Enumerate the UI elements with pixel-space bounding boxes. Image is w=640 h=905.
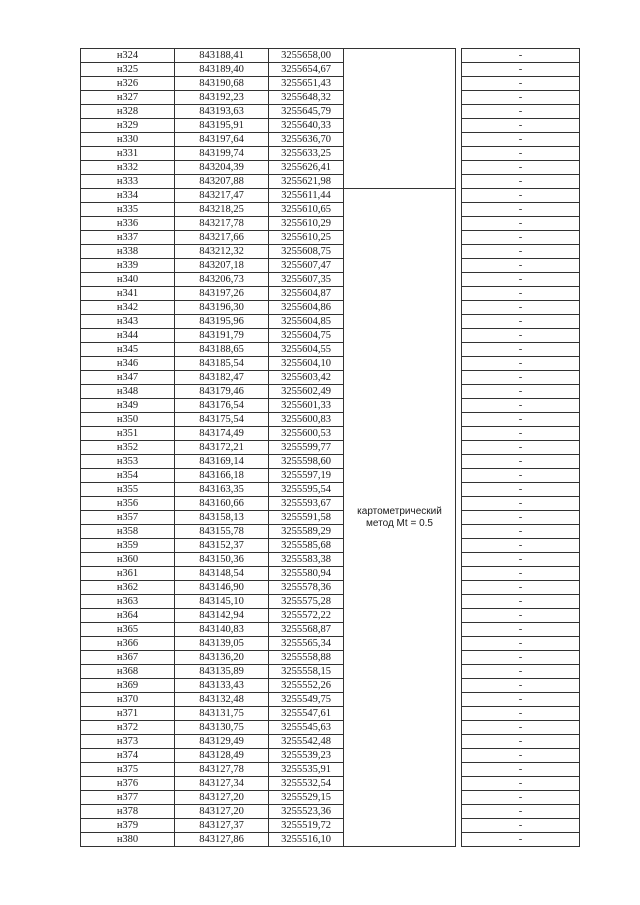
note-cell: -: [462, 679, 580, 693]
y-coordinate-cell: 3255580,94: [269, 567, 344, 581]
point-id-cell: н362: [81, 581, 175, 595]
table-row: [81, 259, 580, 273]
point-id-cell: н375: [81, 763, 175, 777]
table-row: [81, 791, 580, 805]
table-row: [81, 301, 580, 315]
note-cell: -: [462, 105, 580, 119]
y-coordinate-cell: 3255545,63: [269, 721, 344, 735]
method-cell-first: [344, 49, 456, 189]
note-cell: -: [462, 91, 580, 105]
point-id-cell: н373: [81, 735, 175, 749]
point-id-cell: н326: [81, 77, 175, 91]
y-coordinate-cell: 3255558,88: [269, 651, 344, 665]
note-cell: -: [462, 217, 580, 231]
table-row: [81, 833, 580, 847]
y-coordinate-cell: 3255595,54: [269, 483, 344, 497]
point-id-cell: н337: [81, 231, 175, 245]
x-coordinate-cell: 843127,20: [175, 805, 269, 819]
y-coordinate-cell: 3255542,48: [269, 735, 344, 749]
note-cell: -: [462, 455, 580, 469]
note-cell: -: [462, 791, 580, 805]
point-id-cell: н345: [81, 343, 175, 357]
point-id-cell: н350: [81, 413, 175, 427]
table-row: [81, 371, 580, 385]
note-cell: -: [462, 777, 580, 791]
x-coordinate-cell: 843127,78: [175, 763, 269, 777]
point-id-cell: н343: [81, 315, 175, 329]
y-coordinate-cell: 3255598,60: [269, 455, 344, 469]
x-coordinate-cell: 843193,63: [175, 105, 269, 119]
y-coordinate-cell: 3255607,47: [269, 259, 344, 273]
point-id-cell: н335: [81, 203, 175, 217]
x-coordinate-cell: 843172,21: [175, 441, 269, 455]
note-cell: -: [462, 749, 580, 763]
x-coordinate-cell: 843189,40: [175, 63, 269, 77]
point-id-cell: н359: [81, 539, 175, 553]
x-coordinate-cell: 843148,54: [175, 567, 269, 581]
x-coordinate-cell: 843195,96: [175, 315, 269, 329]
table-row: [81, 175, 580, 189]
y-coordinate-cell: 3255575,28: [269, 595, 344, 609]
note-cell: -: [462, 511, 580, 525]
table-row: [81, 665, 580, 679]
note-cell: -: [462, 259, 580, 273]
y-coordinate-cell: 3255535,91: [269, 763, 344, 777]
point-id-cell: н368: [81, 665, 175, 679]
method-label-line1: картометрический: [357, 505, 442, 517]
note-cell: -: [462, 245, 580, 259]
y-coordinate-cell: 3255572,22: [269, 609, 344, 623]
table-row: [81, 637, 580, 651]
y-coordinate-cell: 3255610,65: [269, 203, 344, 217]
point-id-cell: н351: [81, 427, 175, 441]
y-coordinate-cell: 3255604,87: [269, 287, 344, 301]
note-cell: -: [462, 133, 580, 147]
note-cell: -: [462, 497, 580, 511]
coordinates-table-body: [81, 49, 580, 847]
x-coordinate-cell: 843135,89: [175, 665, 269, 679]
x-coordinate-cell: 843155,78: [175, 525, 269, 539]
x-coordinate-cell: 843207,88: [175, 175, 269, 189]
note-cell: -: [462, 413, 580, 427]
x-coordinate-cell: 843152,37: [175, 539, 269, 553]
y-coordinate-cell: 3255648,32: [269, 91, 344, 105]
note-cell: -: [462, 77, 580, 91]
point-id-cell: н342: [81, 301, 175, 315]
point-id-cell: н364: [81, 609, 175, 623]
table-row: [81, 805, 580, 819]
y-coordinate-cell: 3255610,25: [269, 231, 344, 245]
table-row: [81, 511, 580, 525]
point-id-cell: н324: [81, 49, 175, 63]
y-coordinate-cell: 3255591,58: [269, 511, 344, 525]
table-row: [81, 553, 580, 567]
x-coordinate-cell: 843130,75: [175, 721, 269, 735]
table-row: [81, 525, 580, 539]
x-coordinate-cell: 843217,47: [175, 189, 269, 203]
table-row: [81, 385, 580, 399]
table-row: [81, 105, 580, 119]
table-row: [81, 539, 580, 553]
x-coordinate-cell: 843174,49: [175, 427, 269, 441]
y-coordinate-cell: 3255604,86: [269, 301, 344, 315]
x-coordinate-cell: 843179,46: [175, 385, 269, 399]
y-coordinate-cell: 3255519,72: [269, 819, 344, 833]
table-row: [81, 161, 580, 175]
x-coordinate-cell: 843217,66: [175, 231, 269, 245]
y-coordinate-cell: 3255604,75: [269, 329, 344, 343]
note-cell: -: [462, 231, 580, 245]
point-id-cell: н379: [81, 819, 175, 833]
x-coordinate-cell: 843129,49: [175, 735, 269, 749]
point-id-cell: н360: [81, 553, 175, 567]
point-id-cell: н369: [81, 679, 175, 693]
point-id-cell: н352: [81, 441, 175, 455]
table-row: [81, 343, 580, 357]
point-id-cell: н338: [81, 245, 175, 259]
y-coordinate-cell: 3255633,25: [269, 147, 344, 161]
note-cell: -: [462, 707, 580, 721]
point-id-cell: н376: [81, 777, 175, 791]
point-id-cell: н328: [81, 105, 175, 119]
y-coordinate-cell: 3255603,42: [269, 371, 344, 385]
point-id-cell: н353: [81, 455, 175, 469]
note-cell: -: [462, 357, 580, 371]
table-row: [81, 329, 580, 343]
table-row: [81, 721, 580, 735]
table-row: [81, 413, 580, 427]
table-row: [81, 133, 580, 147]
x-coordinate-cell: 843127,34: [175, 777, 269, 791]
note-cell: -: [462, 637, 580, 651]
table-row: [81, 581, 580, 595]
note-cell: -: [462, 483, 580, 497]
note-cell: -: [462, 623, 580, 637]
x-coordinate-cell: 843207,18: [175, 259, 269, 273]
x-coordinate-cell: 843212,32: [175, 245, 269, 259]
table-row: [81, 623, 580, 637]
table-row: [81, 595, 580, 609]
y-coordinate-cell: 3255539,23: [269, 749, 344, 763]
point-id-cell: н336: [81, 217, 175, 231]
note-cell: -: [462, 371, 580, 385]
point-id-cell: н344: [81, 329, 175, 343]
x-coordinate-cell: 843127,37: [175, 819, 269, 833]
y-coordinate-cell: 3255640,33: [269, 119, 344, 133]
note-cell: -: [462, 833, 580, 847]
table-row: [81, 91, 580, 105]
note-cell: -: [462, 763, 580, 777]
y-coordinate-cell: 3255610,29: [269, 217, 344, 231]
x-coordinate-cell: 843136,20: [175, 651, 269, 665]
table-row: [81, 735, 580, 749]
note-cell: -: [462, 665, 580, 679]
table-row: [81, 427, 580, 441]
x-coordinate-cell: 843128,49: [175, 749, 269, 763]
x-coordinate-cell: 843145,10: [175, 595, 269, 609]
y-coordinate-cell: 3255645,79: [269, 105, 344, 119]
table-row: [81, 119, 580, 133]
method-label-line2: метод Mt = 0.5: [366, 517, 433, 529]
point-id-cell: н363: [81, 595, 175, 609]
note-cell: -: [462, 161, 580, 175]
note-cell: -: [462, 301, 580, 315]
y-coordinate-cell: 3255654,67: [269, 63, 344, 77]
table-row: [81, 455, 580, 469]
x-coordinate-cell: 843191,79: [175, 329, 269, 343]
table-row: [81, 469, 580, 483]
x-coordinate-cell: 843127,86: [175, 833, 269, 847]
table-row: [81, 763, 580, 777]
x-coordinate-cell: 843185,54: [175, 357, 269, 371]
note-cell: -: [462, 273, 580, 287]
table-row: [81, 707, 580, 721]
note-cell: -: [462, 553, 580, 567]
note-cell: -: [462, 735, 580, 749]
x-coordinate-cell: 843197,26: [175, 287, 269, 301]
point-id-cell: н355: [81, 483, 175, 497]
note-cell: -: [462, 189, 580, 203]
table-row: [81, 609, 580, 623]
y-coordinate-cell: 3255602,49: [269, 385, 344, 399]
x-coordinate-cell: 843192,23: [175, 91, 269, 105]
y-coordinate-cell: 3255583,38: [269, 553, 344, 567]
x-coordinate-cell: 843182,47: [175, 371, 269, 385]
x-coordinate-cell: 843158,13: [175, 511, 269, 525]
point-id-cell: н354: [81, 469, 175, 483]
point-id-cell: н329: [81, 119, 175, 133]
x-coordinate-cell: 843199,74: [175, 147, 269, 161]
y-coordinate-cell: 3255611,44: [269, 189, 344, 203]
point-id-cell: н361: [81, 567, 175, 581]
point-id-cell: н367: [81, 651, 175, 665]
point-id-cell: н372: [81, 721, 175, 735]
table-row: [81, 245, 580, 259]
y-coordinate-cell: 3255600,83: [269, 413, 344, 427]
note-cell: -: [462, 567, 580, 581]
note-cell: -: [462, 525, 580, 539]
y-coordinate-cell: 3255597,19: [269, 469, 344, 483]
x-coordinate-cell: 843133,43: [175, 679, 269, 693]
point-id-cell: н333: [81, 175, 175, 189]
coordinates-table: [80, 48, 580, 847]
point-id-cell: н331: [81, 147, 175, 161]
note-cell: -: [462, 63, 580, 77]
table-row: [81, 231, 580, 245]
table-row: [81, 497, 580, 511]
x-coordinate-cell: 843204,39: [175, 161, 269, 175]
y-coordinate-cell: 3255608,75: [269, 245, 344, 259]
x-coordinate-cell: 843139,05: [175, 637, 269, 651]
y-coordinate-cell: 3255585,68: [269, 539, 344, 553]
table-row: [81, 63, 580, 77]
y-coordinate-cell: 3255549,75: [269, 693, 344, 707]
table-row: [81, 273, 580, 287]
note-cell: -: [462, 203, 580, 217]
note-cell: -: [462, 539, 580, 553]
x-coordinate-cell: 843188,41: [175, 49, 269, 63]
x-coordinate-cell: 843217,78: [175, 217, 269, 231]
table-row: [81, 679, 580, 693]
table-row: [81, 315, 580, 329]
point-id-cell: н378: [81, 805, 175, 819]
point-id-cell: н339: [81, 259, 175, 273]
note-cell: -: [462, 175, 580, 189]
point-id-cell: н357: [81, 511, 175, 525]
y-coordinate-cell: 3255529,15: [269, 791, 344, 805]
y-coordinate-cell: 3255658,00: [269, 49, 344, 63]
y-coordinate-cell: 3255621,98: [269, 175, 344, 189]
y-coordinate-cell: 3255523,36: [269, 805, 344, 819]
table-row: [81, 777, 580, 791]
point-id-cell: н332: [81, 161, 175, 175]
y-coordinate-cell: 3255552,26: [269, 679, 344, 693]
y-coordinate-cell: 3255558,15: [269, 665, 344, 679]
note-cell: -: [462, 581, 580, 595]
point-id-cell: н349: [81, 399, 175, 413]
x-coordinate-cell: 843206,73: [175, 273, 269, 287]
table-row: [81, 651, 580, 665]
table-row: [81, 567, 580, 581]
point-id-cell: н371: [81, 707, 175, 721]
point-id-cell: н325: [81, 63, 175, 77]
table-row: [81, 147, 580, 161]
x-coordinate-cell: 843190,68: [175, 77, 269, 91]
y-coordinate-cell: 3255599,77: [269, 441, 344, 455]
x-coordinate-cell: 843197,64: [175, 133, 269, 147]
note-cell: -: [462, 119, 580, 133]
y-coordinate-cell: 3255607,35: [269, 273, 344, 287]
note-cell: -: [462, 469, 580, 483]
y-coordinate-cell: 3255600,53: [269, 427, 344, 441]
y-coordinate-cell: 3255578,36: [269, 581, 344, 595]
y-coordinate-cell: 3255516,10: [269, 833, 344, 847]
x-coordinate-cell: 843146,90: [175, 581, 269, 595]
table-row: [81, 189, 580, 203]
note-cell: -: [462, 651, 580, 665]
point-id-cell: н366: [81, 637, 175, 651]
point-id-cell: н380: [81, 833, 175, 847]
x-coordinate-cell: 843195,91: [175, 119, 269, 133]
point-id-cell: н377: [81, 791, 175, 805]
point-id-cell: н327: [81, 91, 175, 105]
point-id-cell: н330: [81, 133, 175, 147]
y-coordinate-cell: 3255636,70: [269, 133, 344, 147]
table-row: [81, 441, 580, 455]
table-row: [81, 749, 580, 763]
note-cell: -: [462, 805, 580, 819]
x-coordinate-cell: 843132,48: [175, 693, 269, 707]
x-coordinate-cell: 843188,65: [175, 343, 269, 357]
x-coordinate-cell: 843176,54: [175, 399, 269, 413]
note-cell: -: [462, 147, 580, 161]
x-coordinate-cell: 843131,75: [175, 707, 269, 721]
y-coordinate-cell: 3255547,61: [269, 707, 344, 721]
point-id-cell: н347: [81, 371, 175, 385]
point-id-cell: н340: [81, 273, 175, 287]
x-coordinate-cell: 843127,20: [175, 791, 269, 805]
table-row: [81, 203, 580, 217]
x-coordinate-cell: 843140,83: [175, 623, 269, 637]
y-coordinate-cell: 3255651,43: [269, 77, 344, 91]
note-cell: -: [462, 721, 580, 735]
table-row: [81, 693, 580, 707]
x-coordinate-cell: 843169,14: [175, 455, 269, 469]
note-cell: -: [462, 427, 580, 441]
table-row: [81, 483, 580, 497]
table-row: [81, 77, 580, 91]
point-id-cell: н365: [81, 623, 175, 637]
table-row: [81, 49, 580, 63]
x-coordinate-cell: 843142,94: [175, 609, 269, 623]
note-cell: -: [462, 819, 580, 833]
y-coordinate-cell: 3255604,85: [269, 315, 344, 329]
note-cell: -: [462, 595, 580, 609]
point-id-cell: н356: [81, 497, 175, 511]
table-row: [81, 399, 580, 413]
table-row: [81, 217, 580, 231]
table-row: [81, 819, 580, 833]
method-cell: [344, 189, 456, 847]
y-coordinate-cell: 3255568,87: [269, 623, 344, 637]
y-coordinate-cell: 3255589,29: [269, 525, 344, 539]
point-id-cell: н374: [81, 749, 175, 763]
x-coordinate-cell: 843163,35: [175, 483, 269, 497]
x-coordinate-cell: 843166,18: [175, 469, 269, 483]
y-coordinate-cell: 3255601,33: [269, 399, 344, 413]
point-id-cell: н370: [81, 693, 175, 707]
y-coordinate-cell: 3255626,41: [269, 161, 344, 175]
note-cell: -: [462, 693, 580, 707]
y-coordinate-cell: 3255565,34: [269, 637, 344, 651]
table-row: [81, 287, 580, 301]
x-coordinate-cell: 843196,30: [175, 301, 269, 315]
note-cell: -: [462, 287, 580, 301]
note-cell: -: [462, 329, 580, 343]
note-cell: -: [462, 343, 580, 357]
note-cell: -: [462, 609, 580, 623]
y-coordinate-cell: 3255604,55: [269, 343, 344, 357]
y-coordinate-cell: 3255532,54: [269, 777, 344, 791]
note-cell: -: [462, 315, 580, 329]
point-id-cell: н341: [81, 287, 175, 301]
point-id-cell: н358: [81, 525, 175, 539]
note-cell: -: [462, 49, 580, 63]
x-coordinate-cell: 843218,25: [175, 203, 269, 217]
x-coordinate-cell: 843160,66: [175, 497, 269, 511]
table-row: [81, 357, 580, 371]
point-id-cell: н348: [81, 385, 175, 399]
x-coordinate-cell: 843175,54: [175, 413, 269, 427]
y-coordinate-cell: 3255604,10: [269, 357, 344, 371]
note-cell: -: [462, 385, 580, 399]
y-coordinate-cell: 3255593,67: [269, 497, 344, 511]
x-coordinate-cell: 843150,36: [175, 553, 269, 567]
note-cell: -: [462, 441, 580, 455]
point-id-cell: н334: [81, 189, 175, 203]
point-id-cell: н346: [81, 357, 175, 371]
note-cell: -: [462, 399, 580, 413]
